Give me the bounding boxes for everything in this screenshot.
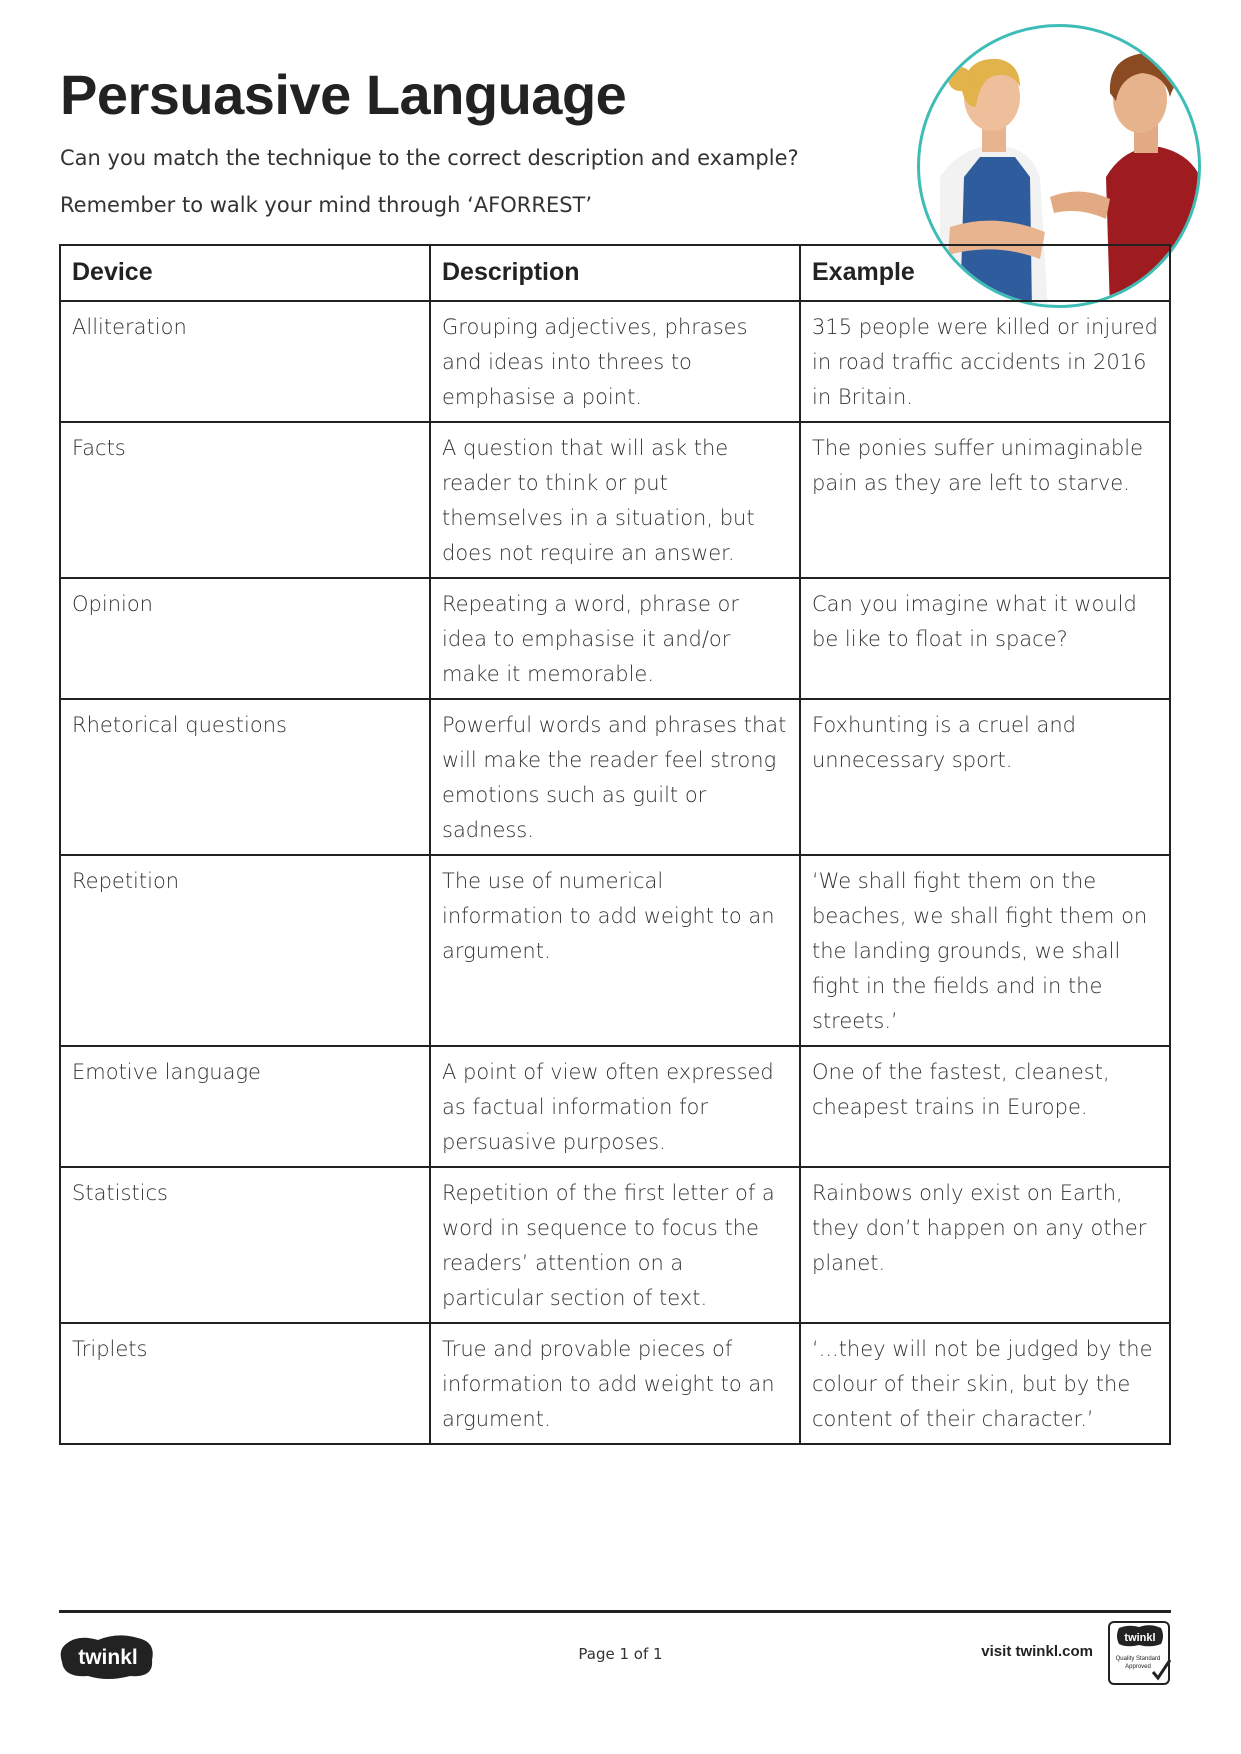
example-cell: One of the fastest, cleanest, cheapest trains in Europe.	[800, 1046, 1170, 1167]
table-row	[60, 422, 1170, 578]
device-cell: Repetition	[60, 855, 430, 1046]
device-cell: Emotive language	[60, 1046, 430, 1167]
badge-line1: Quality Standard	[1115, 1656, 1161, 1662]
table-row	[60, 1167, 1170, 1323]
reminder-text: Remember to walk your mind through ‘AFORREST’	[60, 193, 593, 217]
description-cell: The use of numerical information to add weight to an argument.	[430, 855, 800, 1046]
visit-link[interactable]: visit twinkl.com	[981, 1643, 1093, 1660]
example-cell: The ponies suffer unimaginable pain as they are left to starve.	[800, 422, 1170, 578]
page-number: Page 1 of 1	[578, 1645, 663, 1663]
badge-line2: Approved	[1125, 1664, 1151, 1670]
table-header-row	[60, 245, 1170, 301]
persuasive-devices-table	[59, 244, 1171, 1445]
example-cell: ‘We shall fight them on the beaches, we shall fight them on the landing grounds, we shall fight in the fields and in the streets.’	[800, 855, 1170, 1046]
description-cell: Repetition of the first letter of a word in sequence to focus the readers’ attention on a particular section of text.	[430, 1167, 800, 1323]
device-cell: Alliteration	[60, 301, 430, 422]
table-row	[60, 1323, 1170, 1444]
description-cell: A question that will ask the reader to think or put themselves in a situation, but does not require an answer.	[430, 422, 800, 578]
header-description: Description	[430, 245, 800, 301]
description-cell: True and provable pieces of information to add weight to an argument.	[430, 1323, 800, 1444]
device-cell: Opinion	[60, 578, 430, 699]
device-cell: Facts	[60, 422, 430, 578]
badge-brand: twinkl	[1124, 1632, 1156, 1644]
logo-text: twinkl	[78, 1646, 138, 1669]
table-row	[60, 699, 1170, 855]
header-device: Device	[60, 245, 430, 301]
example-cell: Can you imagine what it would be like to float in space?	[800, 578, 1170, 699]
quality-badge-icon	[1107, 1620, 1173, 1688]
description-cell: Grouping adjectives, phrases and ideas into threes to emphasise a point.	[430, 301, 800, 422]
description-cell: Repeating a word, phrase or idea to emphasise it and/or make it memorable.	[430, 578, 800, 699]
device-cell: Triplets	[60, 1323, 430, 1444]
table-row	[60, 855, 1170, 1046]
page-title: Persuasive Language	[60, 63, 627, 126]
instruction-text: Can you match the technique to the correct description and example?	[60, 146, 799, 170]
table-row	[60, 578, 1170, 699]
example-cell: 315 people were killed or injured in road traffic accidents in 2016 in Britain.	[800, 301, 1170, 422]
device-cell: Rhetorical questions	[60, 699, 430, 855]
table-row	[60, 1046, 1170, 1167]
example-cell: ‘...they will not be judged by the colour of their skin, but by the content of their character.’	[800, 1323, 1170, 1444]
description-cell: Powerful words and phrases that will make the reader feel strong emotions such as guilt or sadness.	[430, 699, 800, 855]
example-cell: Rainbows only exist on Earth, they don’t happen on any other planet.	[800, 1167, 1170, 1323]
device-cell: Statistics	[60, 1167, 430, 1323]
table-row	[60, 301, 1170, 422]
example-cell: Foxhunting is a cruel and unnecessary sport.	[800, 699, 1170, 855]
header-example: Example	[800, 245, 1170, 301]
description-cell: A point of view often expressed as factual information for persuasive purposes.	[430, 1046, 800, 1167]
footer-divider	[59, 1610, 1171, 1613]
